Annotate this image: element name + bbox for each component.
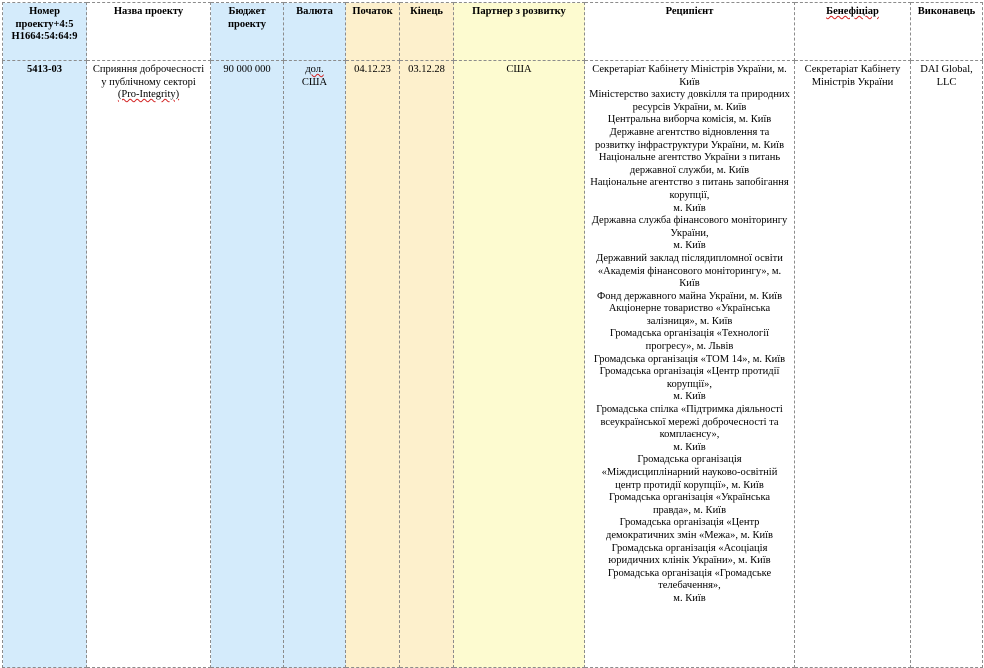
projects-table — [2, 2, 983, 668]
table-row — [3, 61, 983, 668]
header-project-number: Номер проекту+4:5 H1664:54:64:9 — [3, 3, 87, 61]
recipient-line: Державна служба фінансового моніторингу України, — [591, 215, 788, 239]
cell-partner: США — [454, 61, 585, 668]
cell-beneficiary: Секретаріат Кабінету Міністрів України — [795, 61, 911, 668]
recipient-line: Громадська організація «ТОМ 14», м. Київ — [593, 353, 786, 365]
header-currency: Валюта — [284, 3, 346, 61]
cell-budget: 90 000 000 — [211, 61, 284, 668]
header-budget: Бюджет проекту — [211, 3, 284, 61]
cell-recipient — [585, 61, 795, 668]
recipient-line: Секретаріат Кабінету Міністрів України, м. Київ — [592, 64, 787, 88]
recipient-line: Акціонерне товариство «Українська залізниця», м. Київ — [608, 303, 771, 327]
recipient-line: Громадська організація «Технології прогресу», м. Львів — [609, 328, 770, 353]
header-partner: Партнер з розвитку — [454, 3, 585, 61]
cell-end: 03.12.28 — [400, 61, 454, 668]
recipient-line: Міністерство захисту довкілля та природних ресурсів України, м. Київ — [589, 89, 790, 113]
header-recipient: Реципієнт — [585, 3, 795, 61]
recipient-line: Центральна виборча комісія, м. Київ — [607, 114, 772, 126]
cell-project-number: 5413-03 — [3, 61, 87, 668]
recipient-line: Державне агентство відновлення та розвитку інфраструктури України, м. Київ — [594, 126, 785, 151]
header-beneficiary — [795, 3, 911, 61]
recipient-line: м. Київ — [673, 441, 706, 453]
header-end: Кінець — [400, 3, 454, 61]
currency-unit: дол. — [305, 64, 324, 75]
recipient-line: м. Київ — [673, 202, 706, 214]
recipient-line: Громадська організація «Українська правда», м. Київ — [608, 492, 771, 516]
recipient-line: Фонд державного майна України, м. Київ — [596, 290, 783, 302]
recipient-line: Національне агентство з питань запобігання корупції, — [590, 177, 789, 201]
recipient-line: Громадська організація «Громадське телебачення», — [607, 567, 772, 592]
currency-country: США — [301, 76, 328, 88]
header-beneficiary-text: Бенефіціар — [826, 6, 879, 17]
project-name-text: Сприяння доброчесності у публічному секторі — [92, 64, 205, 88]
cell-project-name — [87, 61, 211, 668]
header-project-name: Назва проекту — [87, 3, 211, 61]
recipient-line: Громадська спілка «Підтримка діяльності всеукраїнської мережі доброчесності та комплаєнсу», — [596, 404, 783, 441]
table-header-row — [3, 3, 983, 61]
cell-start: 04.12.23 — [346, 61, 400, 668]
recipient-line: Державний заклад післядипломної освіти «Академія фінансового моніторингу», м. Київ — [596, 252, 783, 290]
header-start: Початок — [346, 3, 400, 61]
cell-executor: DAI Global, LLC — [911, 61, 983, 668]
recipient-line: м. Київ — [673, 391, 706, 403]
header-executor: Виконавець — [911, 3, 983, 61]
recipient-line: Громадська організація «Асоціація юридичних клінік України», м. Київ — [608, 542, 771, 567]
cell-currency — [284, 61, 346, 668]
recipient-line: Громадська організація «Міждисциплінарний науково-освітній центр протидії корупції», м. Київ — [601, 454, 778, 491]
recipient-line: Громадська організація «Центр протидії корупції», — [599, 366, 780, 390]
recipient-line: м. Київ — [673, 240, 706, 252]
recipient-line: Громадська організація «Центр демократичних змін «Межа», м. Київ — [606, 517, 773, 541]
recipient-line: м. Київ — [673, 592, 706, 604]
recipient-line: Національне агентство України з питань державної служби, м. Київ — [598, 152, 781, 176]
project-name-sub: (Pro-Integrity) — [117, 89, 180, 101]
